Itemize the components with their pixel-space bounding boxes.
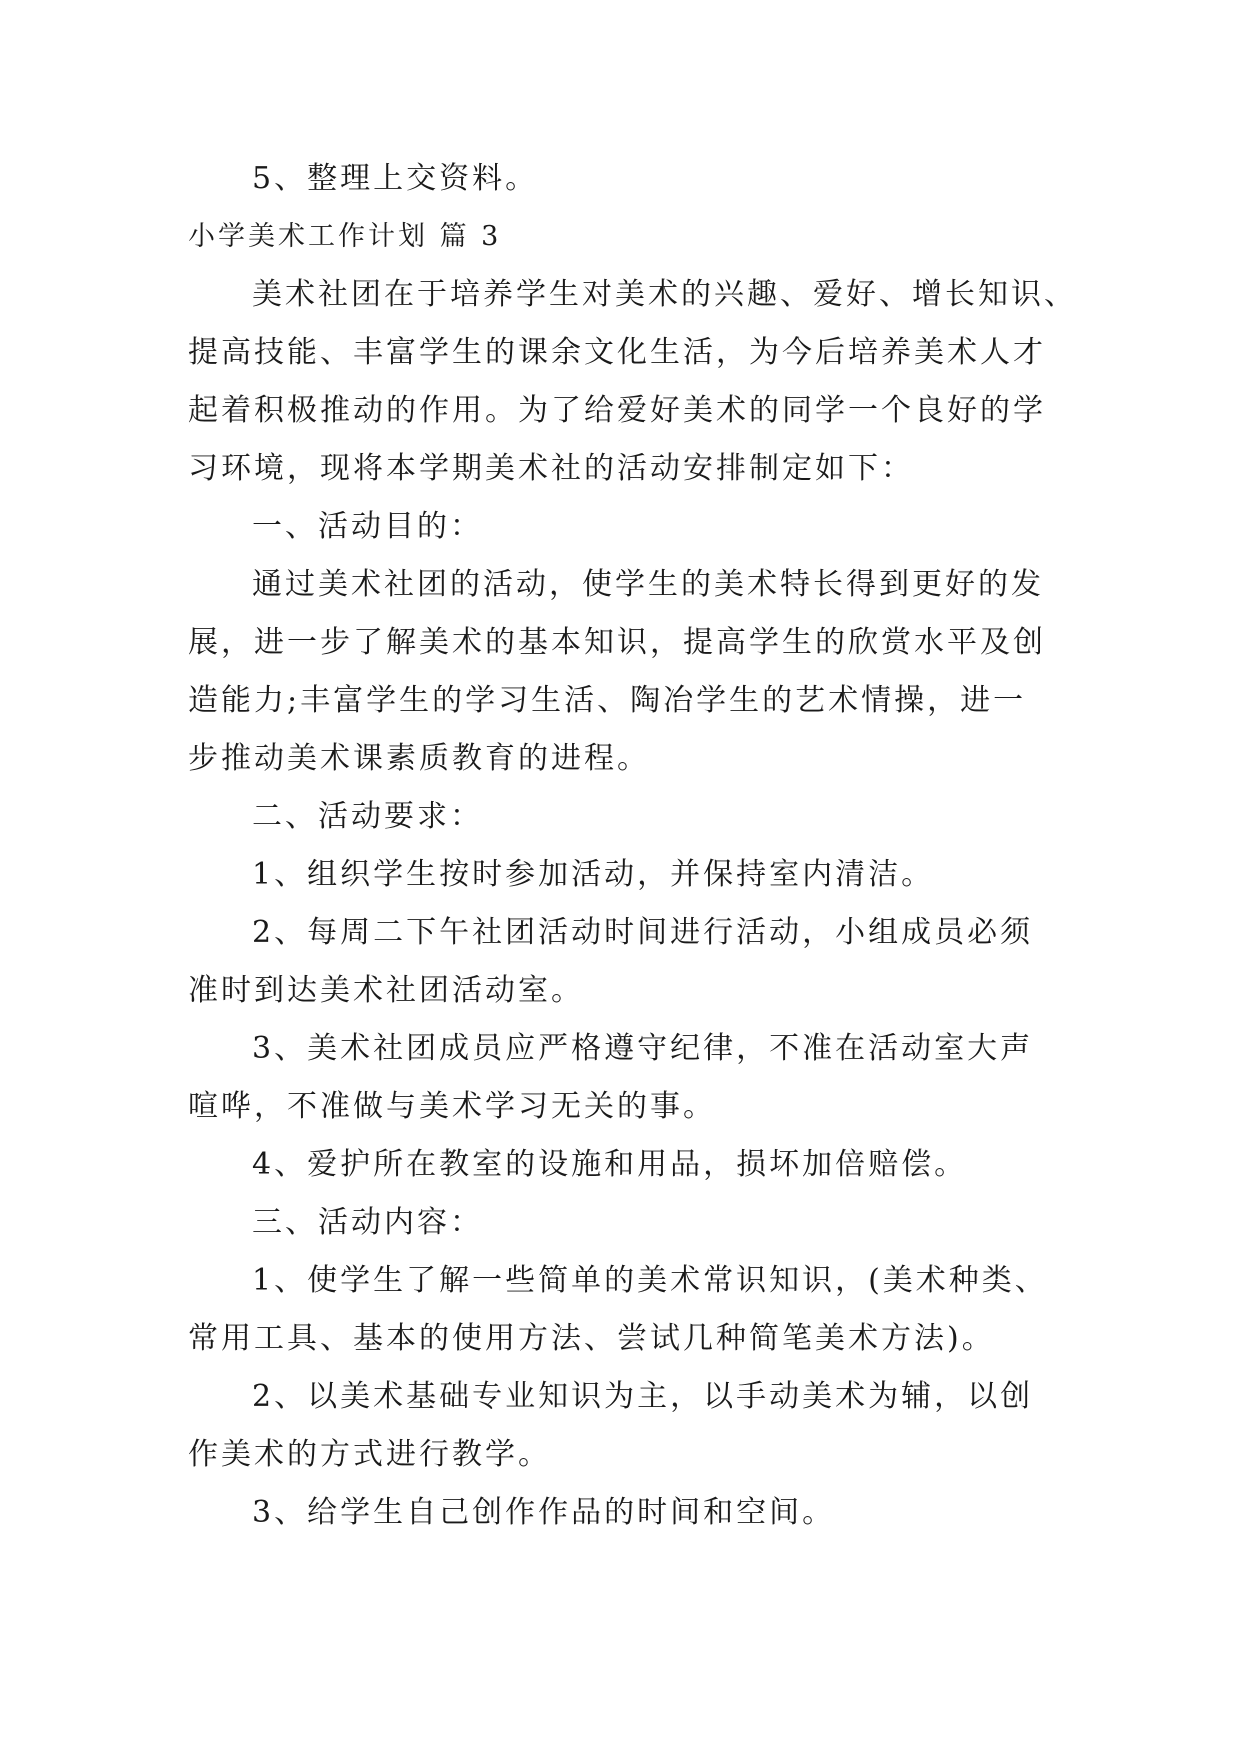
list-item: 3、美术社团成员应严格遵守纪律，不准在活动室大声: [252, 1031, 1034, 1066]
paragraph-line: 提高技能、丰富学生的课余文化生活，为今后培养美术人才: [188, 335, 1046, 370]
paragraph-line: 步推动美术课素质教育的进程。: [188, 741, 650, 776]
list-item: 2、以美术基础专业知识为主，以手动美术为辅，以创: [252, 1379, 1034, 1414]
heading-activity-purpose: 一、活动目的：: [252, 509, 483, 544]
list-item: 4、爱护所在教室的设施和用品，损坏加倍赔偿。: [252, 1147, 968, 1182]
paragraph-line: 美术社团在于培养学生对美术的兴趣、爱好、增长知识、: [252, 277, 1077, 312]
heading-activity-requirements: 二、活动要求：: [252, 799, 483, 834]
list-item-5: 5、整理上交资料。: [252, 161, 539, 196]
paragraph-line: 通过美术社团的活动，使学生的美术特长得到更好的发: [252, 567, 1044, 602]
list-item: 3、给学生自己创作作品的时间和空间。: [252, 1495, 836, 1530]
document-body: [188, 150, 1077, 1542]
paragraph-line: 准时到达美术社团活动室。: [188, 973, 584, 1008]
paragraph-line: 习环境，现将本学期美术社的活动安排制定如下：: [188, 451, 914, 486]
paragraph-line: 起着积极推动的作用。为了给爱好美术的同学一个良好的学: [188, 393, 1046, 428]
list-item: 2、每周二下午社团活动时间进行活动，小组成员必须: [252, 915, 1034, 950]
list-item: 1、组织学生按时参加活动，并保持室内清洁。: [252, 857, 935, 892]
section-title: 小学美术工作计划 篇 3: [188, 221, 502, 252]
paragraph-line: 作美术的方式进行教学。: [188, 1437, 551, 1472]
paragraph-line: 喧哗，不准做与美术学习无关的事。: [188, 1089, 716, 1124]
paragraph-line: 展，进一步了解美术的基本知识，提高学生的欣赏水平及创: [188, 625, 1046, 660]
heading-activity-content: 三、活动内容：: [252, 1205, 483, 1240]
paragraph-line: 造能力;丰富学生的学习生活、陶冶学生的艺术情操，进一: [188, 683, 1027, 718]
paragraph-line: 常用工具、基本的使用方法、尝试几种简笔美术方法)。: [188, 1321, 995, 1356]
list-item: 1、使学生了解一些简单的美术常识知识，(美术种类、: [252, 1263, 1048, 1298]
